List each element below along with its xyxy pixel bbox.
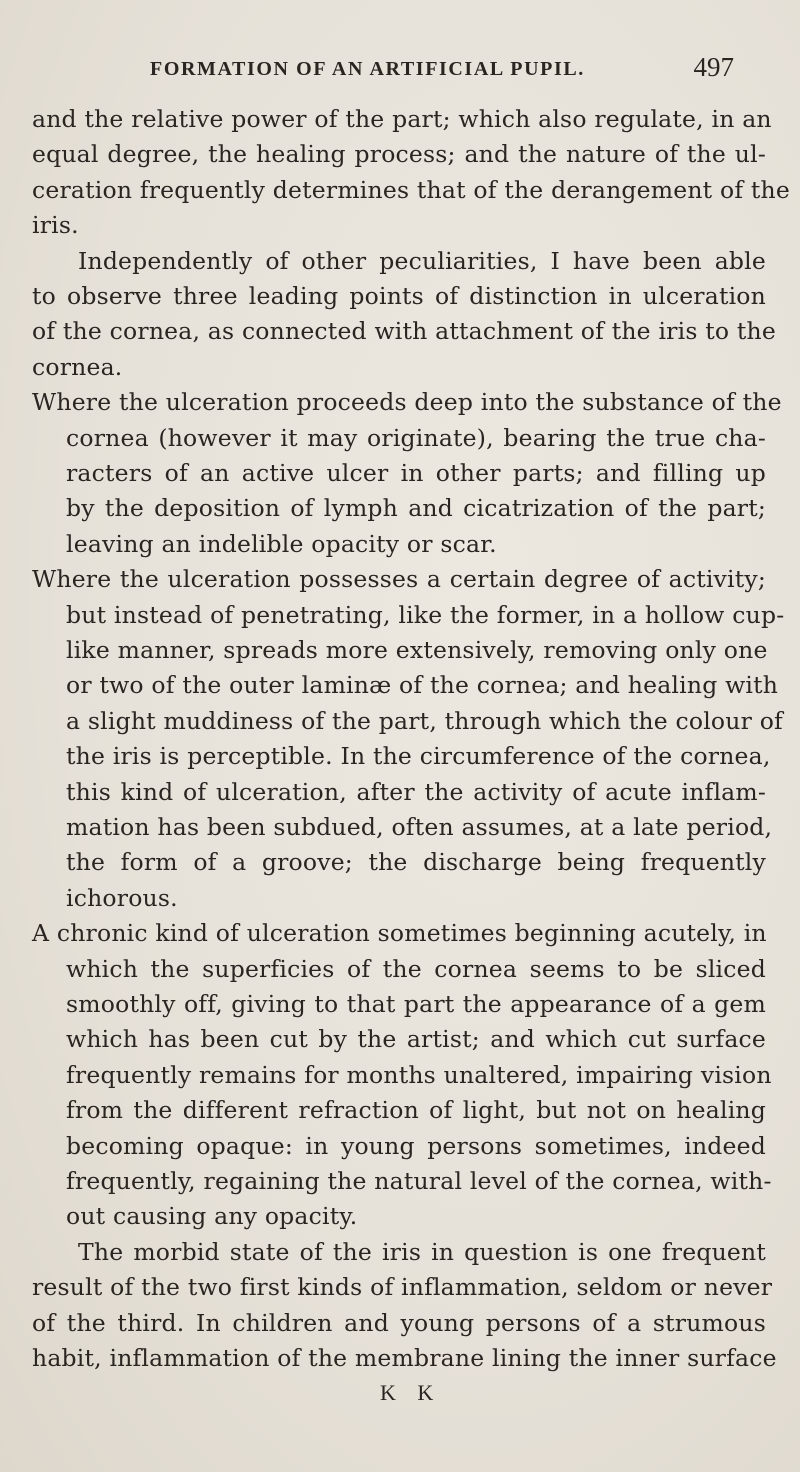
text-line: to observe three leading points of distinction in ulceration: [32, 282, 766, 310]
text-line: Independently of other peculiarities, I have been able: [78, 246, 766, 275]
text-line: habit, inflammation of the membrane lining the inner surface: [32, 1344, 777, 1372]
text-line: the form of a groove; the discharge being frequently: [66, 848, 766, 877]
text-line: The morbid state of the iris in question is one frequent: [78, 1237, 766, 1266]
text-line: from the different refraction of light, but not on healing: [66, 1096, 766, 1125]
text-line: smoothly off, giving to that part the appearance of a gem: [66, 990, 766, 1018]
text-line: A chronic kind of ulceration sometimes beginning acutely, in: [32, 919, 767, 948]
text-line: racters of an active ulcer in other parts; and filling up: [66, 459, 766, 487]
signature-mark: K K: [380, 1380, 442, 1406]
text-line: like manner, spreads more extensively, removing only one: [66, 636, 768, 664]
text-line: and the relative power of the part; which also regulate, in an: [32, 105, 772, 133]
text-line: frequently remains for months unaltered, impairing vision: [66, 1060, 772, 1089]
text-line: or two of the outer laminæ of the cornea; and healing with: [66, 671, 779, 700]
text-line: of the cornea, as connected with attachment of the iris to the: [32, 317, 776, 346]
text-line: which the superficies of the cornea seems to be sliced: [66, 954, 766, 983]
text-line: cornea.: [32, 352, 123, 381]
text-line: leaving an indelible opacity or scar.: [66, 529, 497, 558]
text-line: iris.: [32, 211, 79, 240]
page-header: [0, 52, 800, 88]
text-line: cornea (however it may originate), bearing the true cha-: [66, 423, 766, 452]
text-line: the iris is perceptible. In the circumference of the cornea,: [66, 742, 771, 771]
text-line: frequently, regaining the natural level of the cornea, with-: [66, 1167, 772, 1195]
text-line: out causing any opacity.: [66, 1202, 358, 1231]
text-line: ceration frequently determines that of the derangement of the: [32, 175, 790, 204]
page-number: 497: [693, 52, 734, 82]
text-line: Where the ulceration proceeds deep into the substance of the: [32, 388, 782, 417]
text-line: ichorous.: [66, 883, 178, 912]
running-head: FORMATION OF AN ARTIFICIAL PUPIL.: [150, 58, 585, 80]
text-line: equal degree, the healing process; and the nature of the ul-: [32, 140, 766, 169]
text-line: of the third. In children and young persons of a strumous: [32, 1308, 766, 1337]
text-line: by the deposition of lymph and cicatrization of the part;: [66, 494, 766, 523]
text-line: Where the ulceration possesses a certain degree of activity;: [32, 565, 766, 594]
text-line: result of the two first kinds of inflammation, seldom or never: [32, 1273, 773, 1302]
text-line: this kind of ulceration, after the activity of acute inflam-: [66, 777, 766, 806]
text-line: which has been cut by the artist; and which cut surface: [66, 1025, 766, 1054]
text-line: mation has been subdued, often assumes, at a late period,: [66, 813, 773, 841]
text-line: but instead of penetrating, like the former, in a hollow cup-: [66, 600, 785, 629]
text-line: a slight muddiness of the part, through which the colour of: [66, 706, 783, 735]
text-line: becoming opaque: in young persons sometimes, indeed: [66, 1131, 766, 1160]
